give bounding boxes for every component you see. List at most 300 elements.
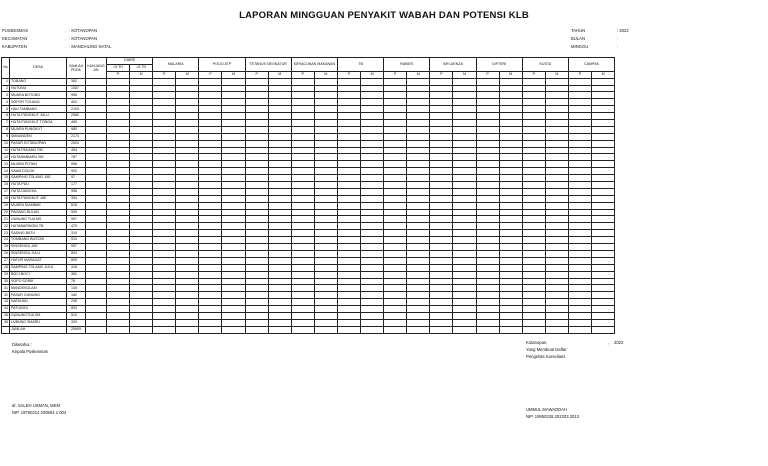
- cell-case: [291, 147, 314, 154]
- cell-case: [568, 216, 591, 223]
- cell-case: [476, 202, 499, 209]
- cell-case: [291, 175, 314, 182]
- cell-case: [384, 216, 407, 223]
- cell-case: [453, 113, 476, 120]
- cell-case: [407, 216, 430, 223]
- cell-jumlah: 510: [67, 312, 86, 319]
- table-row: [2, 175, 615, 182]
- header-diare: DIARE: [107, 58, 153, 65]
- cell-case: [407, 126, 430, 133]
- cell-case: [337, 195, 360, 202]
- cell-case: [337, 168, 360, 175]
- cell-case: [107, 209, 130, 216]
- cell-case: [384, 237, 407, 244]
- acknowledged-role: Kepala Puskesmas: [12, 348, 48, 354]
- cell-case: [199, 209, 222, 216]
- cell-case: [314, 285, 337, 292]
- cell-case: [522, 230, 545, 237]
- cell-case: [199, 299, 222, 306]
- cell-case: [568, 106, 591, 113]
- cell-case: [130, 175, 153, 182]
- cell-case: [291, 188, 314, 195]
- cell-case: [314, 99, 337, 106]
- cell-case: [130, 113, 153, 120]
- cell-case: [337, 175, 360, 182]
- cell-jumlah: 2524: [67, 140, 86, 147]
- cell-case: [268, 264, 291, 271]
- cell-case: [245, 182, 268, 189]
- cell-case: [568, 78, 591, 85]
- cell-case: [430, 126, 453, 133]
- header-kunjungan: KUNJUNG AN: [86, 58, 107, 79]
- cell-case: [291, 216, 314, 223]
- cell-case: [522, 278, 545, 285]
- cell-case: [430, 188, 453, 195]
- cell-case: [176, 120, 199, 127]
- cell-case: [107, 106, 130, 113]
- cell-case: [384, 195, 407, 202]
- cell-case: [107, 264, 130, 271]
- table-row: [2, 133, 615, 140]
- cell-case: [222, 133, 245, 140]
- cell-case: [545, 120, 568, 127]
- cell-case: [522, 250, 545, 257]
- cell-case: [222, 168, 245, 175]
- cell-case: [568, 306, 591, 313]
- cell-case: [453, 223, 476, 230]
- cell-case: [176, 237, 199, 244]
- cell-case: [337, 209, 360, 216]
- table-row: [2, 168, 615, 175]
- cell-case: [314, 182, 337, 189]
- cell-case: [222, 257, 245, 264]
- cell-case: [430, 292, 453, 299]
- cell-case: [568, 113, 591, 120]
- cell-jumlah: 2173: [67, 133, 86, 140]
- cell-case: [430, 133, 453, 140]
- cell-case: [222, 195, 245, 202]
- cell-case: [545, 285, 568, 292]
- table-row: [2, 250, 615, 257]
- cell-case: [176, 168, 199, 175]
- cell-case: [291, 92, 314, 99]
- cell-case: [384, 168, 407, 175]
- cell-case: [199, 278, 222, 285]
- cell-case: [430, 168, 453, 175]
- table-row: [2, 306, 615, 313]
- cell-case: [337, 182, 360, 189]
- cell-case: [407, 120, 430, 127]
- cell-case: [337, 78, 360, 85]
- cell-case: [430, 120, 453, 127]
- report-meta-left: [2, 27, 111, 50]
- cell-case: [592, 202, 615, 209]
- cell-case: [568, 326, 591, 333]
- cell-case: [222, 319, 245, 326]
- cell-case: [176, 209, 199, 216]
- header-sex-m: M: [130, 71, 153, 78]
- cell-case: [499, 306, 522, 313]
- cell-case: [153, 175, 176, 182]
- cell-case: [407, 292, 430, 299]
- cell-kunjungan: [86, 188, 107, 195]
- cell-desa: HUTA PUNGKUT JULU: [10, 113, 67, 120]
- cell-case: [453, 92, 476, 99]
- header-sex-m: M: [499, 71, 522, 78]
- cell-case: [384, 244, 407, 251]
- cell-desa: HUTA DANGKA: [10, 188, 67, 195]
- cell-desa: LUBUNG SMARU: [10, 319, 67, 326]
- prepared-year: 2022: [614, 340, 624, 345]
- cell-case: [499, 244, 522, 251]
- table-row: [2, 244, 615, 251]
- cell-case: [153, 244, 176, 251]
- cell-case: [384, 113, 407, 120]
- cell-case: [361, 244, 384, 251]
- cell-case: [476, 285, 499, 292]
- cell-case: [453, 285, 476, 292]
- cell-case: [407, 278, 430, 285]
- cell-case: [384, 126, 407, 133]
- cell-case: [130, 319, 153, 326]
- cell-kunjungan: [86, 126, 107, 133]
- cell-case: [361, 299, 384, 306]
- cell-case: [199, 85, 222, 92]
- cell-case: [384, 133, 407, 140]
- cell-case: [153, 78, 176, 85]
- table-row: [2, 237, 615, 244]
- cell-case: [407, 99, 430, 106]
- cell-case: [153, 147, 176, 154]
- cell-case: [476, 237, 499, 244]
- cell-case: [222, 209, 245, 216]
- cell-case: [592, 312, 615, 319]
- cell-case: [384, 278, 407, 285]
- cell-case: [107, 168, 130, 175]
- header-jumlah: JUMLAH PDDK: [67, 58, 86, 79]
- cell-case: [291, 113, 314, 120]
- cell-case: [453, 306, 476, 313]
- cell-case: [314, 140, 337, 147]
- cell-case: [568, 223, 591, 230]
- cell-case: [499, 140, 522, 147]
- cell-case: [199, 244, 222, 251]
- cell-case: [499, 250, 522, 257]
- cell-case: [568, 202, 591, 209]
- cell-case: [499, 92, 522, 99]
- cell-case: [222, 126, 245, 133]
- cell-kunjungan: [86, 264, 107, 271]
- cell-case: [291, 257, 314, 264]
- meta-value: : MANDAILING NATAL: [69, 43, 112, 49]
- cell-case: [222, 299, 245, 306]
- meta-value: : KOTANOPAN: [69, 28, 97, 33]
- cell-no: 1: [2, 78, 10, 85]
- cell-case: [291, 306, 314, 313]
- cell-case: [522, 126, 545, 133]
- cell-case: [545, 188, 568, 195]
- cell-case: [291, 209, 314, 216]
- cell-case: [268, 230, 291, 237]
- table-row: [2, 99, 615, 106]
- cell-case: [499, 85, 522, 92]
- cell-case: [130, 278, 153, 285]
- cell-case: [361, 264, 384, 271]
- cell-case: [476, 223, 499, 230]
- cell-case: [453, 216, 476, 223]
- cell-case: [176, 85, 199, 92]
- cell-case: [430, 271, 453, 278]
- cell-case: [476, 312, 499, 319]
- cell-case: [337, 299, 360, 306]
- cell-case: [222, 92, 245, 99]
- cell-case: [176, 292, 199, 299]
- cell-case: [545, 230, 568, 237]
- cell-case: [291, 312, 314, 319]
- cell-case: [245, 292, 268, 299]
- table-row: [2, 319, 615, 326]
- cell-case: [522, 133, 545, 140]
- cell-case: [314, 312, 337, 319]
- cell-case: [130, 99, 153, 106]
- cell-kunjungan: [86, 92, 107, 99]
- cell-kunjungan: [86, 133, 107, 140]
- cell-case: [568, 182, 591, 189]
- cell-case: [153, 113, 176, 120]
- cell-case: [522, 182, 545, 189]
- cell-jumlah: 76: [67, 278, 86, 285]
- cell-case: [430, 154, 453, 161]
- cell-case: [268, 106, 291, 113]
- cell-case: [268, 113, 291, 120]
- cell-case: [522, 78, 545, 85]
- table-row: [2, 113, 615, 120]
- cell-case: [568, 85, 591, 92]
- cell-desa: SAMPING TOLANG JAE: [10, 175, 67, 182]
- cell-case: [176, 326, 199, 333]
- cell-case: [407, 285, 430, 292]
- cell-case: [314, 154, 337, 161]
- cell-case: [361, 223, 384, 230]
- cell-case: [107, 223, 130, 230]
- cell-case: [337, 188, 360, 195]
- cell-case: [222, 223, 245, 230]
- cell-case: [545, 306, 568, 313]
- cell-case: [476, 175, 499, 182]
- cell-case: [476, 195, 499, 202]
- meta-key: TAHUN: [571, 28, 586, 33]
- cell-case: [337, 326, 360, 333]
- cell-case: [499, 147, 522, 154]
- header-sex-p: P: [430, 71, 453, 78]
- cell-desa: GUNUNGTUA SM: [10, 312, 67, 319]
- cell-case: [199, 271, 222, 278]
- cell-case: [268, 154, 291, 161]
- cell-case: [545, 271, 568, 278]
- cell-case: [453, 99, 476, 106]
- cell-case: [499, 161, 522, 168]
- cell-case: [592, 285, 615, 292]
- cell-jumlah: 626: [67, 202, 86, 209]
- cell-case: [592, 230, 615, 237]
- cell-case: [153, 202, 176, 209]
- cell-case: [222, 120, 245, 127]
- cell-case: [384, 92, 407, 99]
- cell-no: 14: [2, 168, 10, 175]
- cell-case: [522, 216, 545, 223]
- cell-jumlah: 1087: [67, 85, 86, 92]
- cell-case: [453, 292, 476, 299]
- cell-case: [153, 271, 176, 278]
- cell-no: 9: [2, 133, 10, 140]
- meta-value: :: [617, 43, 619, 49]
- cell-case: [476, 99, 499, 106]
- cell-case: [337, 285, 360, 292]
- cell-case: [430, 182, 453, 189]
- cell-case: [430, 140, 453, 147]
- cell-case: [337, 278, 360, 285]
- cell-case: [222, 175, 245, 182]
- cell-case: [568, 126, 591, 133]
- cell-case: [222, 326, 245, 333]
- cell-case: [545, 85, 568, 92]
- cell-case: [222, 271, 245, 278]
- prepared-block: [526, 340, 636, 360]
- cell-jumlah: 980: [67, 126, 86, 133]
- cell-case: [130, 299, 153, 306]
- cell-case: [384, 264, 407, 271]
- cell-case: [545, 257, 568, 264]
- cell-case: [476, 85, 499, 92]
- cell-case: [499, 271, 522, 278]
- cell-jumlah: 2580: [67, 113, 86, 120]
- header-desa: DESA: [10, 58, 67, 79]
- cell-desa: PADANG BULAN: [10, 209, 67, 216]
- cell-case: [430, 230, 453, 237]
- cell-case: [453, 188, 476, 195]
- cell-case: [314, 237, 337, 244]
- cell-case: [176, 147, 199, 154]
- cell-kunjungan: [86, 209, 107, 216]
- cell-case: [314, 188, 337, 195]
- cell-case: [407, 133, 430, 140]
- cell-case: [361, 120, 384, 127]
- cell-case: [522, 161, 545, 168]
- cell-case: [453, 133, 476, 140]
- cell-case: [568, 147, 591, 154]
- cell-case: [199, 292, 222, 299]
- cell-no: 21: [2, 216, 10, 223]
- table-row: [2, 202, 615, 209]
- cell-case: [568, 257, 591, 264]
- header-diare-age: >5 TH: [130, 64, 153, 71]
- cell-kunjungan: [86, 257, 107, 264]
- preparer-nip: NIP. 19950228 202203 2013: [526, 413, 580, 419]
- cell-case: [107, 202, 130, 209]
- cell-case: [407, 326, 430, 333]
- cell-case: [476, 120, 499, 127]
- cell-desa: SOPO SORIK: [10, 278, 67, 285]
- cell-case: [407, 147, 430, 154]
- header-disease: CAMPAK: [568, 58, 614, 72]
- cell-kunjungan: [86, 326, 107, 333]
- cell-case: [107, 120, 130, 127]
- cell-case: [130, 120, 153, 127]
- cell-case: [522, 312, 545, 319]
- cell-case: [107, 78, 130, 85]
- cell-no: 31: [2, 285, 10, 292]
- cell-no: 20: [2, 209, 10, 216]
- cell-case: [545, 195, 568, 202]
- cell-case: [384, 78, 407, 85]
- cell-case: [291, 202, 314, 209]
- cell-case: [107, 161, 130, 168]
- cell-case: [453, 264, 476, 271]
- cell-case: [245, 92, 268, 99]
- cell-case: [430, 195, 453, 202]
- cell-case: [430, 99, 453, 106]
- cell-case: [568, 175, 591, 182]
- cell-case: [337, 250, 360, 257]
- cell-case: [268, 223, 291, 230]
- cell-kunjungan: [86, 216, 107, 223]
- cell-case: [199, 154, 222, 161]
- cell-no: 25: [2, 244, 10, 251]
- cell-case: [199, 133, 222, 140]
- header-sex-p: P: [476, 71, 499, 78]
- cell-kunjungan: [86, 319, 107, 326]
- cell-case: [291, 292, 314, 299]
- cell-case: [291, 264, 314, 271]
- cell-case: [130, 168, 153, 175]
- table-row: [2, 154, 615, 161]
- cell-desa: HUTA PADANG SM: [10, 147, 67, 154]
- header-disease: INFLUENZA: [430, 58, 476, 72]
- cell-case: [522, 257, 545, 264]
- cell-case: [222, 113, 245, 120]
- cell-case: [476, 168, 499, 175]
- cell-case: [337, 202, 360, 209]
- cell-case: [268, 168, 291, 175]
- cell-case: [314, 326, 337, 333]
- cell-case: [222, 312, 245, 319]
- cell-case: [592, 85, 615, 92]
- cell-case: [314, 250, 337, 257]
- cell-case: [222, 230, 245, 237]
- cell-case: [430, 244, 453, 251]
- cell-desa: HUTA PUNGKUT JAE: [10, 195, 67, 202]
- cell-case: [130, 85, 153, 92]
- cell-case: [545, 250, 568, 257]
- cell-case: [199, 202, 222, 209]
- cell-case: [245, 250, 268, 257]
- header-disease: TB: [337, 58, 383, 72]
- cell-desa: TOBANG: [10, 78, 67, 85]
- cell-case: [361, 257, 384, 264]
- cell-case: [130, 223, 153, 230]
- cell-case: [545, 326, 568, 333]
- cell-kunjungan: [86, 168, 107, 175]
- cell-case: [592, 292, 615, 299]
- cell-kunjungan: [86, 237, 107, 244]
- cell-case: [176, 223, 199, 230]
- cell-case: [499, 175, 522, 182]
- cell-case: [176, 92, 199, 99]
- table-row: [2, 120, 615, 127]
- cell-case: [268, 120, 291, 127]
- cell-case: [499, 182, 522, 189]
- cell-case: [499, 299, 522, 306]
